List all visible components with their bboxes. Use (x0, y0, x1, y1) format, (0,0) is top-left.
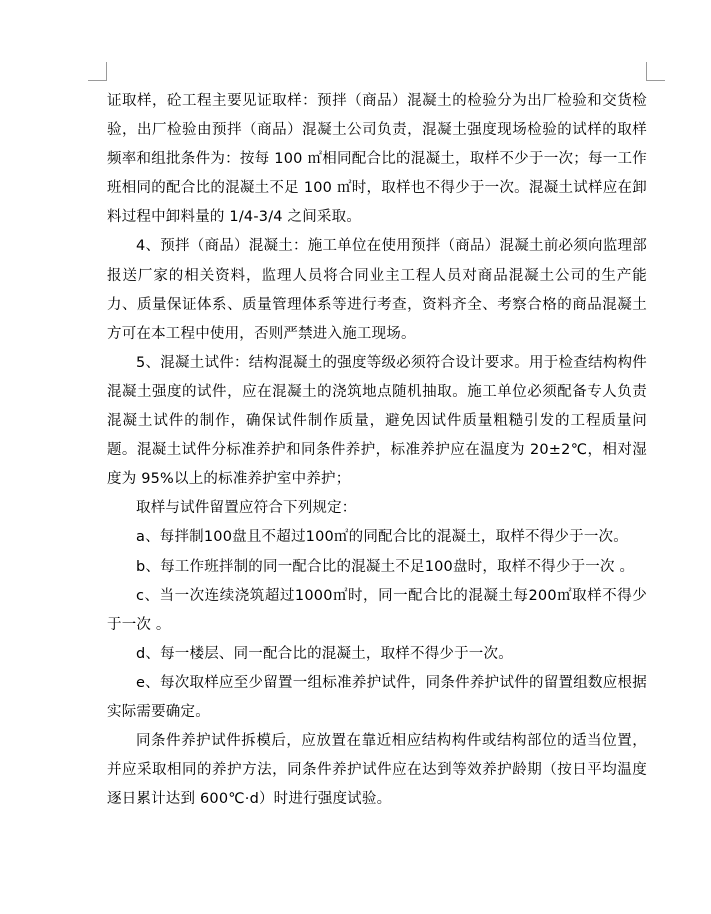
paragraph-same-condition-curing: 同条件养护试件拆模后，应放置在靠近相应结构构件或结构部位的适当位置，并应采取相同的养护方法，同条件养护试件应在达到等效养护龄期（按日平均温度逐日累计达到 600℃·d）时进行强度试验。 (107, 733, 647, 808)
list-item-d: d、每一楼层、同一配合比的混凝土，取样不得少于一次。 (136, 645, 513, 662)
document-body[interactable] (107, 87, 647, 814)
list-item-c: c、当一次连续浇筑超过1000㎡时，同一配合比的混凝土每200㎡取样不得少于一次 。 (107, 587, 647, 633)
top-left-margin-mark (88, 62, 107, 81)
top-right-margin-mark (646, 62, 665, 81)
list-item-a: a、每拌制100盘且不超过100㎡的同配合比的混凝土，取样不得少于一次。 (136, 529, 628, 546)
paragraph-concrete-specimens: 5、混凝土试件：结构混凝土的强度等级必须符合设计要求。用于检查结构构件混凝土强度的试件，应在混凝土的浇筑地点随机抽取。施工单位必须配备专人负责混凝土试件的制作，确保试件制作质量，避免因试件质量粗糙引发的工程质量问题。混凝土试件分标准养护和同条件养护，标准养护应在温度为 20±2℃，相对湿度为 95%以上的标准养护室中养护； (107, 354, 647, 488)
list-item-b: b、每工作班拌制的同一配合比的混凝土不足100盘时，取样不得少于一次 。 (136, 558, 635, 575)
paragraph-ready-mixed-concrete: 4、预拌（商品）混凝土：施工单位在使用预拌（商品）混凝土前必须向监理部报送厂家的相关资料，监理人员将合同业主工程人员对商品混凝土公司的生产能力、质量保证体系、质量管理体系等进行考查，资料齐全、考察合格的商品混凝土方可在本工程中使用，否则严禁进入施工现场。 (107, 238, 647, 342)
paragraph-sampling-continued: 证取样，砼工程主要见证取样：预拌（商品）混凝土的检验分为出厂检验和交货检验，出厂检验由预拌（商品）混凝土公司负责，混凝土强度现场检验的试样的取样频率和组批条件为：按每 100 ㎡相同配合比的混凝土，取样不少于一次；每一工作班相同的配合比的混凝土不足 100 ㎡时，取样也不得少于一次。混凝土试样应在卸料过程中卸料量的 1/4-3/4 之间采取。 (107, 93, 647, 226)
list-item-e: e、每次取样应至少留置一组标准养护试件，同条件养护试件的留置组数应根据实际需要确定。 (107, 674, 647, 720)
paragraph-sampling-rules-heading: 取样与试件留置应符合下列规定： (136, 500, 357, 517)
